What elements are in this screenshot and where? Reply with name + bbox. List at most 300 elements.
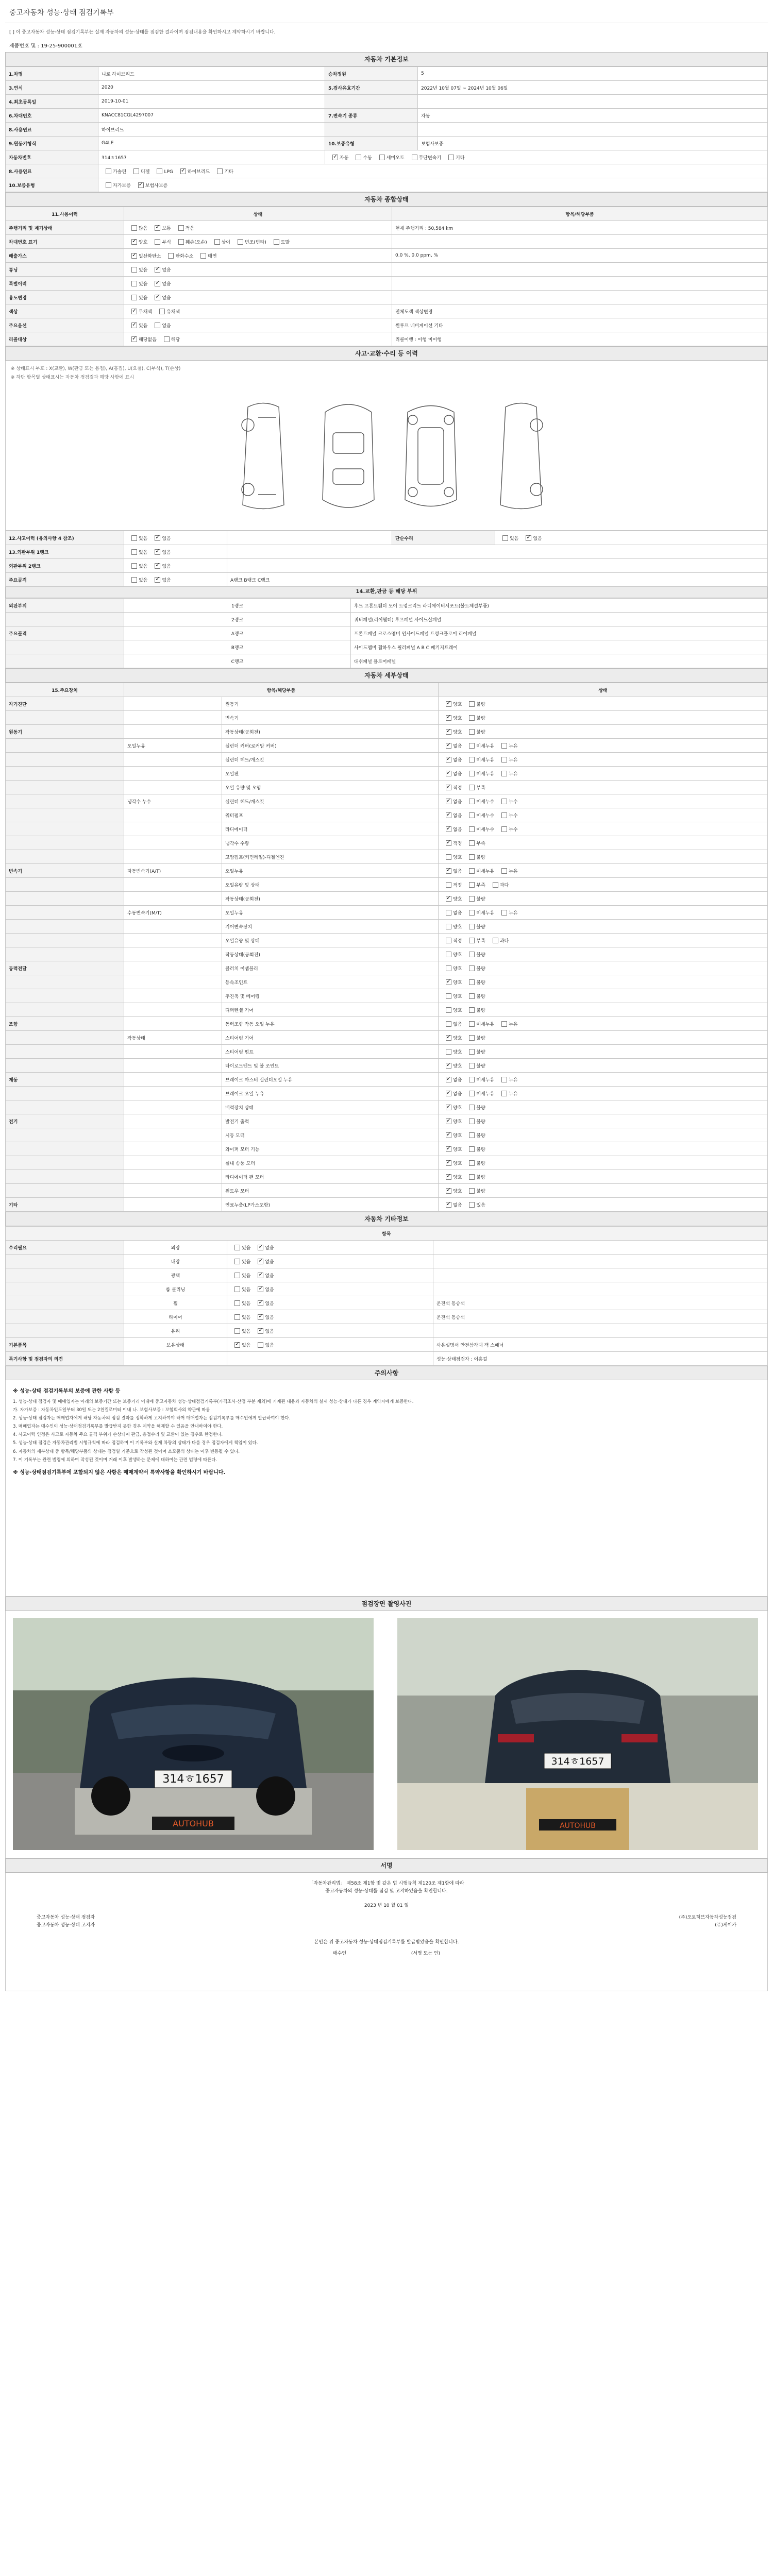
checkbox-icon[interactable] [234, 1245, 240, 1250]
option-label: 부족 [476, 785, 485, 791]
detail-option [442, 812, 462, 819]
option-label: 양호 [453, 1036, 462, 1041]
checkbox-icon[interactable] [155, 323, 160, 328]
option-label: 있음 [139, 578, 148, 583]
option-label: 없음 [162, 323, 171, 329]
checkbox-icon[interactable] [332, 155, 338, 160]
basic-row [6, 123, 768, 137]
option-label: 누유 [509, 757, 518, 763]
checkbox-icon[interactable] [469, 1160, 475, 1166]
checkbox-icon[interactable] [446, 965, 451, 971]
parts-group [6, 640, 124, 654]
checkbox-icon[interactable] [469, 952, 475, 957]
detail-subgroup [124, 920, 222, 934]
detail-system [6, 1184, 124, 1198]
general-header-state: 상태 [124, 207, 392, 221]
checkbox-icon[interactable] [155, 281, 160, 286]
checkbox-icon[interactable] [446, 854, 451, 860]
detail-option [465, 756, 494, 763]
general-state [124, 235, 392, 249]
basic-label-2 [325, 123, 418, 137]
checkbox-icon[interactable] [446, 1035, 451, 1041]
checkbox-icon[interactable] [168, 253, 174, 259]
checkbox-icon[interactable] [469, 882, 475, 888]
checkbox-icon[interactable] [469, 1021, 475, 1027]
checkbox-icon[interactable] [469, 1174, 475, 1180]
basic-row [6, 109, 768, 123]
checkbox-icon[interactable] [234, 1273, 240, 1278]
checkbox-icon[interactable] [501, 771, 507, 776]
detail-system [6, 1045, 124, 1059]
general-extra: 0.0 %, 0.0 ppm, % [392, 249, 768, 263]
detail-subgroup [124, 892, 222, 906]
checkbox-icon[interactable] [234, 1314, 240, 1320]
checkbox-icon[interactable] [469, 868, 475, 874]
option-label: 없음 [453, 910, 462, 916]
checkbox-icon[interactable] [469, 924, 475, 929]
checkbox-icon[interactable] [469, 1035, 475, 1041]
checkbox-icon[interactable] [469, 1105, 475, 1110]
checkbox-icon[interactable] [258, 1342, 263, 1348]
detail-subgroup [124, 1156, 222, 1170]
checkbox-icon[interactable] [258, 1259, 263, 1264]
basic-label-2: 7.변속기 종류 [325, 109, 418, 123]
checkbox-icon[interactable] [446, 826, 451, 832]
checkbox-icon[interactable] [106, 168, 111, 174]
checkbox-icon[interactable] [446, 1174, 451, 1180]
accident-state-2 [495, 531, 768, 545]
detail-row [6, 1114, 768, 1128]
accident-label-2: 단순수리 [392, 531, 495, 545]
detail-item: 윈도우 모터 [222, 1184, 439, 1198]
detail-state [439, 781, 768, 794]
checkbox-icon[interactable] [501, 826, 507, 832]
option-label: 미세누유 [476, 869, 495, 874]
checkbox-icon[interactable] [469, 1063, 475, 1069]
detail-subgroup [124, 975, 222, 989]
checkbox-icon[interactable] [448, 155, 454, 160]
other-row [6, 1282, 768, 1296]
checkbox-icon[interactable] [493, 938, 498, 943]
checkbox-icon[interactable] [446, 743, 451, 749]
detail-system: 조향 [6, 1017, 124, 1031]
detail-option [465, 1007, 485, 1013]
checkbox-icon[interactable] [155, 549, 160, 555]
detail-subgroup [124, 1059, 222, 1073]
other-item [124, 1352, 227, 1366]
detail-subgroup [124, 753, 222, 767]
detail-option [465, 1076, 494, 1083]
checkbox-icon[interactable] [446, 1202, 451, 1208]
checkbox-icon[interactable] [131, 225, 137, 231]
checkbox-icon[interactable] [446, 1105, 451, 1110]
checkbox-icon[interactable] [106, 182, 111, 188]
detail-item: 브레이크 오일 누유 [222, 1087, 439, 1100]
detail-subgroup [124, 1003, 222, 1017]
option-label: 매연 [208, 253, 217, 259]
checkbox-icon[interactable] [501, 1021, 507, 1027]
checkbox-icon[interactable] [446, 924, 451, 929]
transmission-options [325, 150, 768, 164]
front-car-photo [13, 1618, 374, 1850]
general-item: 용도변경 [6, 291, 124, 304]
left-side-front-wheel [242, 419, 254, 431]
basic-label: 1.차명 [6, 67, 98, 81]
checkbox-icon[interactable] [131, 239, 137, 245]
checkbox-icon[interactable] [446, 1146, 451, 1152]
detail-option [465, 895, 485, 902]
option-label: 미세누유 [476, 1022, 495, 1027]
detail-option [497, 756, 517, 763]
checkbox-icon[interactable] [501, 812, 507, 818]
document-number [5, 37, 768, 52]
detail-subgroup [124, 934, 222, 947]
warranty-option [102, 182, 131, 189]
checkbox-icon[interactable] [159, 309, 165, 314]
checkbox-icon[interactable] [469, 1132, 475, 1138]
detail-state [439, 1059, 768, 1073]
checkbox-icon[interactable] [131, 336, 137, 342]
checkbox-icon[interactable] [131, 563, 137, 569]
option-label: 없음 [453, 799, 462, 805]
buyer-confirm: 본인은 위 중고자동차 성능·상태점검기록부를 발급받았음을 확인합니다. [314, 1940, 459, 1945]
option-label: 없음 [453, 1091, 462, 1097]
detail-state [439, 697, 768, 711]
other-state [227, 1255, 433, 1268]
other-tail [433, 1268, 768, 1282]
general-extra: 현재 주행거리 : 50,584 km [392, 221, 768, 235]
checkbox-icon[interactable] [469, 826, 475, 832]
checkbox-icon[interactable] [131, 253, 137, 259]
checkbox-icon[interactable] [469, 1118, 475, 1124]
checkbox-icon[interactable] [446, 799, 451, 804]
detail-item: 오일누유 [222, 864, 439, 878]
detail-item: 원동기 [222, 697, 439, 711]
detail-state [439, 836, 768, 850]
checkbox-icon[interactable] [155, 563, 160, 569]
detail-row [6, 1184, 768, 1198]
detail-item: 와이퍼 모터 기능 [222, 1142, 439, 1156]
option-label: 양호 [453, 730, 462, 735]
checkbox-icon[interactable] [446, 840, 451, 846]
checkbox-icon[interactable] [501, 1077, 507, 1082]
option-label: 없음 [453, 813, 462, 819]
checkbox-icon[interactable] [131, 309, 137, 314]
detail-row [6, 1100, 768, 1114]
detail-item: 기어변속장치 [222, 920, 439, 934]
checkbox-icon[interactable] [446, 910, 451, 916]
checkbox-icon[interactable] [217, 168, 223, 174]
checkbox-icon[interactable] [469, 938, 475, 943]
section-basic-title: 자동차 기본정보 [5, 52, 768, 66]
basic-row [6, 81, 768, 95]
option-label: 불량 [476, 896, 485, 902]
accident-table [5, 531, 768, 587]
checkbox-icon[interactable] [469, 729, 475, 735]
other-group [6, 1255, 124, 1268]
checkbox-icon[interactable] [446, 1049, 451, 1055]
detail-option [465, 742, 494, 749]
option-label: 없음 [265, 1259, 274, 1265]
sign-date: 2023 년 10 월 01 일 [364, 1903, 409, 1908]
detail-subgroup [124, 1045, 222, 1059]
checkbox-icon[interactable] [446, 896, 451, 902]
notes-box [5, 1380, 768, 1597]
checkbox-icon[interactable] [526, 535, 531, 541]
checkbox-icon[interactable] [446, 1132, 451, 1138]
checkbox-icon[interactable] [164, 336, 170, 342]
checkbox-icon[interactable] [469, 854, 475, 860]
option-label: 없음 [265, 1343, 274, 1348]
checkbox-icon[interactable] [258, 1273, 263, 1278]
checkbox-icon[interactable] [155, 535, 160, 541]
detail-state [439, 920, 768, 934]
checkbox-icon[interactable] [234, 1259, 240, 1264]
checkbox-icon[interactable] [469, 910, 475, 916]
detail-state [439, 989, 768, 1003]
checkbox-icon[interactable] [469, 1202, 475, 1208]
option-label: 없음 [453, 1202, 462, 1208]
checkbox-icon[interactable] [469, 1049, 475, 1055]
detail-option [442, 1160, 462, 1166]
detail-system: 동력전달 [6, 961, 124, 975]
option-label: 있음 [476, 1202, 485, 1208]
option-label: 세미오토 [386, 155, 405, 161]
transmission-option [328, 154, 348, 161]
detail-system: 제동 [6, 1073, 124, 1087]
checkbox-icon[interactable] [446, 952, 451, 957]
checkbox-icon[interactable] [178, 225, 184, 231]
checkbox-icon[interactable] [469, 840, 475, 846]
other-row [6, 1338, 768, 1352]
detail-option [442, 1048, 462, 1055]
detail-state [439, 1142, 768, 1156]
option-label: 보통 [162, 226, 171, 231]
detail-option [465, 1118, 485, 1125]
option-label: 수동 [363, 155, 372, 161]
checkbox-icon[interactable] [501, 757, 507, 762]
checkbox-icon[interactable] [133, 168, 139, 174]
option-label: 도말 [280, 240, 290, 245]
checkbox-icon[interactable] [131, 535, 137, 541]
checkbox-icon[interactable] [155, 225, 160, 231]
general-option [127, 322, 147, 329]
checkbox-icon[interactable] [131, 549, 137, 555]
transmission-option [408, 154, 441, 161]
detail-subgroup: 작동상태 [124, 1031, 222, 1045]
checkbox-icon[interactable] [131, 281, 137, 286]
notes-line: 3. 매매업자는 매수인이 성능·상태점검기록부를 발급받지 못한 경우 계약을 해제할 수 있음을 안내하여야 한다. [13, 1424, 223, 1430]
basic-label-2: 10.보증유형 [325, 137, 418, 150]
general-option [150, 266, 171, 273]
accident-label: 12.사고이력 (유의사항 4 참조) [6, 531, 124, 545]
checkbox-icon[interactable] [234, 1328, 240, 1334]
checkbox-icon[interactable] [446, 701, 451, 707]
checkbox-icon[interactable] [200, 253, 206, 259]
detail-system [6, 947, 124, 961]
checkbox-icon[interactable] [469, 1188, 475, 1194]
option-label: 없음 [453, 743, 462, 749]
detail-system [6, 1031, 124, 1045]
detail-option [465, 798, 494, 805]
checkbox-icon[interactable] [155, 295, 160, 300]
general-row [6, 304, 768, 318]
checkbox-icon[interactable] [469, 743, 475, 749]
checkbox-icon[interactable] [446, 1188, 451, 1194]
checkbox-icon[interactable] [446, 771, 451, 776]
parts-rank: A랭크 [124, 626, 351, 640]
other-group: 기본품목 [6, 1338, 124, 1352]
checkbox-icon[interactable] [234, 1286, 240, 1292]
checkbox-icon[interactable] [131, 323, 137, 328]
basic-row-fuel [6, 164, 768, 178]
checkbox-icon[interactable] [234, 1300, 240, 1306]
checkbox-icon[interactable] [469, 785, 475, 790]
checkbox-icon[interactable] [469, 1146, 475, 1152]
checkbox-icon[interactable] [446, 729, 451, 735]
option-label: 가솔린 [113, 169, 127, 175]
checkbox-icon[interactable] [131, 577, 137, 583]
parts-group [6, 613, 124, 626]
option-label: 양호 [453, 1133, 462, 1139]
checkbox-icon[interactable] [131, 295, 137, 300]
detail-option [442, 1146, 462, 1153]
checkbox-icon[interactable] [234, 1342, 240, 1348]
checkbox-icon[interactable] [446, 1091, 451, 1096]
checkbox-icon[interactable] [155, 267, 160, 273]
checkbox-icon[interactable] [131, 267, 137, 273]
checkbox-icon[interactable] [469, 979, 475, 985]
checkbox-icon[interactable] [214, 239, 220, 245]
general-item: 리콜대상 [6, 332, 124, 346]
accident-option [127, 577, 147, 583]
checkbox-icon[interactable] [469, 1007, 475, 1013]
general-option [127, 280, 147, 287]
rear-car-photo [397, 1618, 758, 1850]
checkbox-icon[interactable] [501, 1091, 507, 1096]
detail-state [439, 711, 768, 725]
detail-system [6, 975, 124, 989]
checkbox-icon[interactable] [469, 896, 475, 902]
checkbox-icon[interactable] [138, 182, 144, 188]
checkbox-icon[interactable] [446, 868, 451, 874]
detail-option [465, 993, 485, 999]
other-state [227, 1268, 433, 1282]
checkbox-icon[interactable] [469, 771, 475, 776]
checkbox-icon[interactable] [258, 1328, 263, 1334]
checkbox-icon[interactable] [501, 799, 507, 804]
detail-option [465, 770, 494, 777]
checkbox-icon[interactable] [157, 168, 162, 174]
checkbox-icon[interactable] [446, 993, 451, 999]
basic-row-vehicle-no [6, 150, 768, 164]
checkbox-icon[interactable] [446, 979, 451, 985]
checkbox-icon[interactable] [446, 1063, 451, 1069]
checkbox-icon[interactable] [469, 965, 475, 971]
option-label: 있음 [139, 550, 148, 555]
checkbox-icon[interactable] [258, 1314, 263, 1320]
checkbox-icon[interactable] [180, 168, 186, 174]
accident-row [6, 559, 768, 573]
detail-system [6, 739, 124, 753]
detail-option [497, 909, 517, 916]
general-row [6, 263, 768, 277]
checkbox-icon[interactable] [412, 155, 417, 160]
accident-option [150, 563, 171, 569]
option-label: 누유 [509, 1091, 518, 1097]
general-row [6, 318, 768, 332]
notes-line: 2. 성능·상태 점검자는 매매업자에게 해당 자동차의 점검 결과를 정확하게 고지하여야 하며 매매업자는 점검기록부를 매수인에게 발급하여야 한다. [13, 1415, 291, 1421]
checkbox-icon[interactable] [446, 715, 451, 721]
checkbox-icon[interactable] [258, 1245, 263, 1250]
checkbox-icon[interactable] [493, 882, 498, 888]
option-label: 없음 [265, 1287, 274, 1293]
other-item: 외장 [124, 1241, 227, 1255]
detail-item: 변속기 [222, 711, 439, 725]
basic-value: 하이브리드 [98, 123, 325, 137]
checkbox-icon[interactable] [238, 239, 243, 245]
checkbox-icon[interactable] [274, 239, 279, 245]
option-label: 불량 [476, 1063, 485, 1069]
checkbox-icon[interactable] [501, 743, 507, 749]
checkbox-icon[interactable] [446, 757, 451, 762]
checkbox-icon[interactable] [446, 882, 451, 888]
checkbox-icon[interactable] [446, 785, 451, 790]
option-label: 불량 [476, 1105, 485, 1111]
checkbox-icon[interactable] [446, 812, 451, 818]
detail-system [6, 1128, 124, 1142]
option-label: 불량 [476, 1049, 485, 1055]
option-label: 불량 [476, 994, 485, 999]
option-label: 없음 [162, 267, 171, 273]
transmission-option [375, 154, 405, 161]
checkbox-icon[interactable] [379, 155, 385, 160]
detail-system: 원동기 [6, 725, 124, 739]
checkbox-icon[interactable] [446, 1007, 451, 1013]
checkbox-icon[interactable] [356, 155, 361, 160]
checkbox-icon[interactable] [446, 1118, 451, 1124]
option-label: 누유 [509, 910, 518, 916]
checkbox-icon[interactable] [469, 1091, 475, 1096]
general-item: 특별이력 [6, 277, 124, 291]
checkbox-icon[interactable] [258, 1286, 263, 1292]
checkbox-icon[interactable] [469, 701, 475, 707]
checkbox-icon[interactable] [446, 1077, 451, 1082]
detail-system [6, 934, 124, 947]
checkbox-icon[interactable] [501, 868, 507, 874]
checkbox-icon[interactable] [155, 577, 160, 583]
checkbox-icon[interactable] [178, 239, 184, 245]
checkbox-icon[interactable] [469, 993, 475, 999]
checkbox-icon[interactable] [446, 1160, 451, 1166]
checkbox-icon[interactable] [446, 938, 451, 943]
checkbox-icon[interactable] [155, 239, 160, 245]
checkbox-icon[interactable] [501, 910, 507, 916]
checkbox-icon[interactable] [469, 812, 475, 818]
detail-item: 실린더 헤드/개스킷 [222, 794, 439, 808]
detail-option [442, 798, 462, 805]
checkbox-icon[interactable] [469, 757, 475, 762]
checkbox-icon[interactable] [446, 1021, 451, 1027]
checkbox-icon[interactable] [502, 535, 508, 541]
general-option [150, 322, 171, 329]
checkbox-icon[interactable] [469, 799, 475, 804]
checkbox-icon[interactable] [258, 1300, 263, 1306]
accident-state [124, 531, 227, 545]
detail-option [442, 1132, 462, 1139]
checkbox-icon[interactable] [469, 715, 475, 721]
checkbox-icon[interactable] [469, 1077, 475, 1082]
